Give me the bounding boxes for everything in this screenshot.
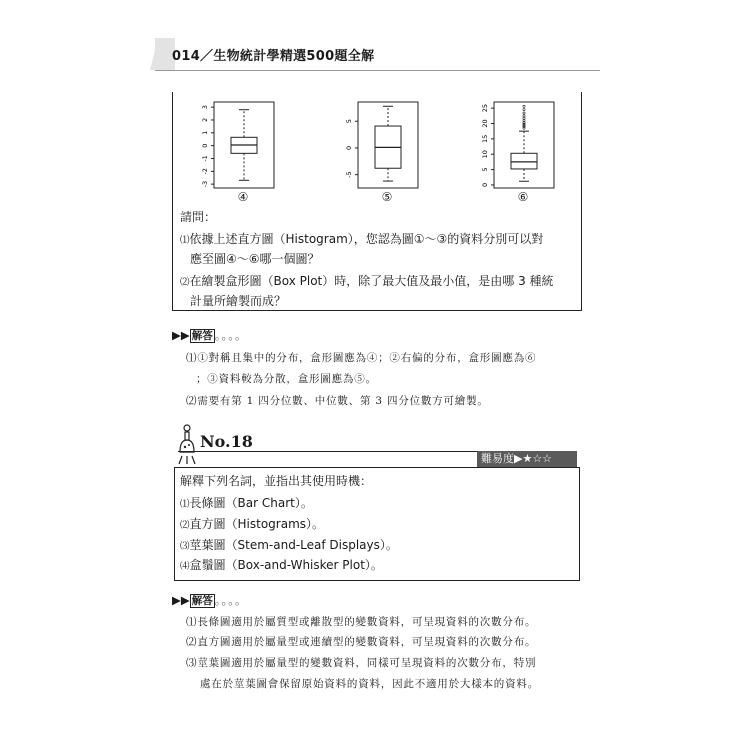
y-tick-label: 1	[201, 130, 209, 135]
y-tick-label: -2	[201, 168, 209, 175]
outlier-point	[523, 105, 525, 107]
problem-divider	[178, 451, 478, 452]
question-item-2-cont: 計量所繪製而成？	[190, 294, 287, 308]
y-tick-label: 15	[481, 134, 489, 143]
y-tick-label: -5	[345, 171, 353, 178]
answer-dots: 。。。。	[214, 328, 248, 342]
play-icon: ▶▶	[172, 593, 190, 607]
answer-heading	[172, 327, 247, 343]
answer-item-2	[186, 393, 489, 408]
problem-item-1	[180, 494, 313, 514]
answer-dots: 。。。。	[214, 593, 248, 607]
plot-label-6: ⑥	[517, 190, 529, 204]
outlier-point	[523, 112, 525, 114]
y-tick-label: 20	[481, 119, 489, 128]
question-item-1-cont: 應至圖④～⑥哪一個圖？	[190, 252, 320, 266]
question-ask: 請問：	[180, 210, 217, 224]
outlier-point	[523, 115, 525, 117]
problem-item-2	[180, 515, 324, 535]
boxplot-5	[340, 100, 420, 192]
item-number: ⑴	[180, 499, 190, 510]
problem-number: No.18	[200, 432, 253, 451]
item-number: ⑴	[186, 616, 198, 628]
y-tick-label: 5	[345, 119, 353, 124]
item-number: ⑴	[180, 235, 190, 246]
answer-heading-18	[172, 592, 247, 608]
problem-text: 直方圖（Histograms）。	[189, 517, 325, 531]
y-tick-label: 5	[481, 167, 489, 172]
difficulty-badge: 難易度▶★☆☆	[477, 451, 577, 467]
answer-text: 直方圖適用於屬量型或連續型的變數資料，可呈現資料的次數分布。	[197, 636, 537, 648]
answer-text: 莖葉圖適用於屬量型的變數資料，同樣可呈現資料的次數分布，特別	[197, 657, 537, 669]
y-tick-label: 2	[201, 117, 209, 123]
plot-label-4: ④	[237, 190, 249, 204]
boxplot-6	[476, 100, 556, 192]
problem-text: 長條圖（Bar Chart）。	[189, 496, 313, 510]
plot-label-5: ⑤	[381, 190, 393, 204]
page-header-title: 014／生物統計學精選500題全解	[172, 49, 375, 64]
y-tick-label: -1	[201, 155, 209, 162]
item-number: ⑵	[180, 520, 190, 531]
answer-text: ①對稱且集中的分布，盒形圖應為④；②右偏的分布，盒形圖應為⑥	[197, 352, 537, 364]
question-text: 依據上述直方圖（Histogram），您認為圖①～③的資料分別可以對	[189, 232, 544, 246]
problem-text: 莖葉圖（Stem-and-Leaf Displays）。	[189, 538, 398, 552]
answer18-item-1	[186, 614, 536, 629]
answer18-item-2	[186, 634, 536, 649]
y-tick-label: -3	[201, 180, 209, 188]
question-item-2	[180, 272, 554, 292]
item-number: ⑵	[180, 277, 190, 288]
outlier-point	[523, 109, 525, 111]
y-tick-label: 0	[481, 182, 489, 187]
answer18-item-3-cont: 處在於莖葉圖會保留原始資料的資料，因此不適用於大樣本的資料。	[200, 678, 539, 690]
item-number: ⑷	[180, 561, 190, 572]
y-tick-label: 25	[481, 104, 489, 113]
answer-label: 解答	[191, 330, 213, 342]
answer-label: 解答	[191, 595, 213, 607]
item-number: ⑶	[180, 541, 190, 552]
y-tick-label: 3	[201, 105, 209, 110]
question-item-1	[180, 230, 543, 250]
y-tick-label: 0	[201, 143, 209, 148]
item-number: ⑵	[186, 395, 198, 407]
item-number: ⑵	[186, 636, 198, 648]
answer-text: 長條圖適用於屬質型或離散型的變數資料，可呈現資料的次數分布。	[197, 616, 537, 628]
answer-item-1-cont: ；③資料較為分散，盒形圖應為⑤。	[196, 373, 377, 385]
header-divider	[155, 70, 600, 71]
problem-intro: 解釋下列名詞，並指出其使用時機：	[180, 474, 373, 488]
item-number: ⑴	[186, 352, 198, 364]
y-tick-label: 10	[481, 150, 489, 159]
question-text: 在繪製盒形圖（Box Plot）時，除了最大值及最小值，是由哪 3 種統	[189, 274, 554, 288]
item-number: ⑶	[186, 657, 198, 669]
answer18-item-3	[186, 655, 536, 670]
y-tick-label: 0	[345, 145, 353, 151]
answer-text: 需要有第 1 四分位數、中位數、第 3 四分位數方可繪製。	[197, 395, 489, 407]
problem-item-3	[180, 536, 398, 556]
boxplot-4	[196, 100, 276, 192]
play-icon: ▶▶	[172, 328, 190, 342]
problem-item-4	[180, 556, 383, 576]
problem-text: 盒鬚圖（Box-and-Whisker Plot）。	[189, 558, 383, 572]
iqr-box	[511, 153, 537, 169]
answer-item-1	[186, 350, 536, 365]
